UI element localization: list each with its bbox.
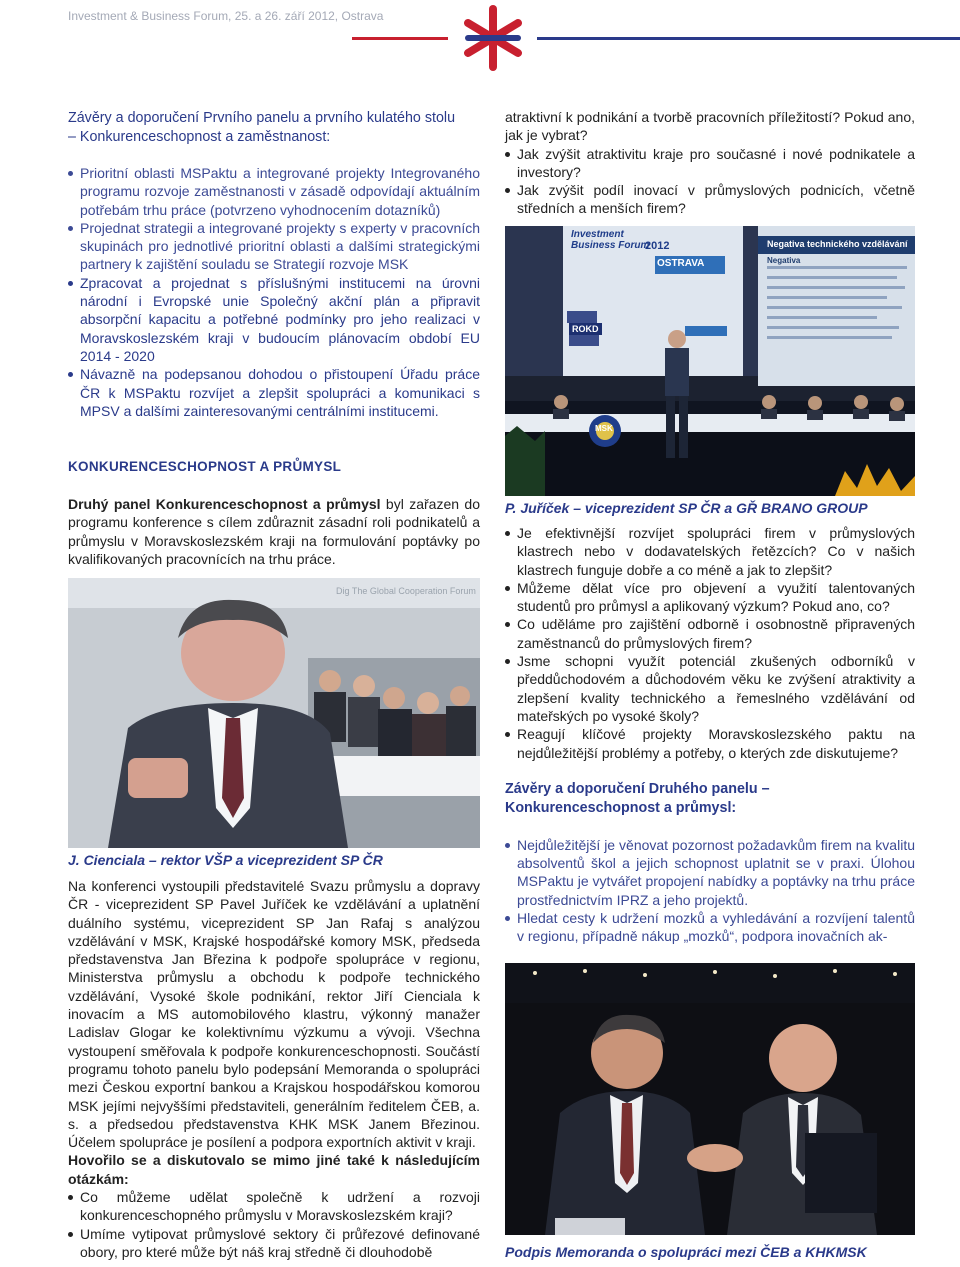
screen-year: 2012 <box>645 240 670 252</box>
second-panel-body <box>68 852 480 1261</box>
list-item: Nejdůležitější je věnovat pozornost požadavkům firem na kvalitu absolventů škol a jejich schopnost uplatnit se v praxi. Úlohou MSPaktu je vytvářet propojení nabídky a poptávky na trhu práce prostřednictvím IPRZ a jeho projektů. <box>505 836 915 909</box>
list-item: Reagují klíčové projekty Moravskoslezského paktu na nejdůležitější problémy a potřeby, o kterých zde diskutujeme? <box>505 725 915 762</box>
memorandum-photo-art <box>505 963 915 1235</box>
logo-msk: MSK <box>595 424 613 433</box>
slide-subheading: Negativa <box>767 256 801 265</box>
cienciala-caption: J. Cienciala – rektor VŠP a viceprezident SP ČR <box>68 852 383 868</box>
list-item: Zpracovat a projednat s příslušnými institucemi na úrovni národní i Evropské unie Společný akční plán a připravit absorpční kapacitu a potřebné podmínky pro jeho realizaci v Moravskoslezském kraji v budoucím plánovacím období EU 2014 - 2020 <box>68 274 480 365</box>
cienciala-photo <box>68 578 480 848</box>
running-header: Investment & Business Forum, 25. a 26. září 2012, Ostrava <box>68 9 384 23</box>
list-item: Můžeme dělat více pro objevení a využití talentovaných studentů pro průmysl a aplikovaný výzkum? Pokud ano, co? <box>505 579 915 616</box>
jaricek-caption: P. Juříček – viceprezident SP ČR a GŘ BRANO GROUP <box>505 500 868 516</box>
list-item: Jak zvýšit atraktivitu kraje pro současné i nové podnikatele a investory? <box>505 145 915 182</box>
second-panel-body-text: Na konferenci vystoupili představitelé Svazu průmyslu a dopravy ČR - viceprezident SP Pavel Juříček ke vzdělávání a uplatnění duálního systému, viceprezident SP Jan Rafaj s analýzou vzdělávání v MSK, Krajské hospodářské komory MSK, předseda představenstva Jan Březina k podpoře spolupráce v regionu, Ministerstva průmyslu a obchodu k podpoře technického vzdělávání, Vysoké škole podnikání, rektor Jiří Cienciala k inovacím a MS automobilového klastru, výkonný manažer Ladislav Glogar ke kolektivnímu výzkumu a vývoji. Všechna vystoupení směřovala k podpoře konkurenceschopnosti. Součástí programu tohoto panelu bylo podepsání Memoranda o spolupráci mezi Českou exportní bankou a Krajskou hospodářskou komorou MSK jejími nejvyššími představiteli, generálním ředitelem ČEB, a. s. a předsedou představenstva KHK MSK Janem Březinou. Účelem spolupráce je posílení a podpora exportních aktivit v kraji. <box>68 878 480 1151</box>
photo2-banner: Dig The Global Cooperation Forum <box>336 586 476 596</box>
second-panel-intro-text <box>68 495 480 568</box>
discussion-lead: Hovořilo se a diskutovalo se mimo jiné také k následujícím otázkám: <box>68 1152 480 1187</box>
discussion-questions <box>68 1188 480 1261</box>
second-panel-intro-rest: byl zařazen do programu konference s cílem zdůraznit zásadní roli podnikatelů a průmyslu v Moravskoslezském kraji na formulování poptávky po kvalifikovaných pracovnících na trhu práce. <box>68 496 480 567</box>
right-top-questions <box>505 108 915 218</box>
second-panel-conclusions <box>505 836 915 946</box>
list-item: Co uděláme pro zajištění odborně i osobnostně připravených zaměstnanců do průmyslových firem? <box>505 615 915 652</box>
right-bottom-column <box>505 500 915 946</box>
list-item: Prioritní oblasti MSPaktu a integrované projekty Integrovaného programu rozvoje zaměstnanosti v zásadě odpovídají aktuálním potřebám trhu práce (potvrzeno vyhodnocením dotazníků) <box>68 164 480 219</box>
list-item: Jsme schopni využít potenciál zkušených odborníků v předdůchodovém a důchodovém věku ke zvýšení atraktivity a zlepšení kvality technického a řemeslného vzdělávání od mateřských po vysoké školy? <box>505 652 915 725</box>
list-item: Projednat strategii a integrované projekty s experty v pracovních skupinách pro jednotlivé prioritní oblasti a dalšími strategickými partnery k zajištění souladu se Strategií rozvoje MSK <box>68 219 480 274</box>
right-top-bullet-list <box>505 145 915 218</box>
slide-heading: Negativa technického vzdělávání <box>767 239 908 249</box>
logo-rokd: ROKD <box>569 323 602 335</box>
cienciala-photo-art <box>68 578 480 848</box>
screen-title: Investment Business Forum <box>571 229 650 251</box>
forum-asterisk-logo <box>458 3 528 73</box>
first-panel-title-line1: Závěry a doporučení Prvního panelu a prvního kulatého stolu <box>68 110 456 126</box>
list-item: Umíme vytipovat průmyslové sektory či průřezové definované obory, pro které může být náš kraj středně či dlouhodobě <box>68 1225 480 1262</box>
second-panel-questions <box>505 524 915 762</box>
memorandum-signing-photo <box>505 963 915 1235</box>
list-item: Jak zvýšit podíl inovací v průmyslových podnicích, včetně středních a menších firem? <box>505 181 915 218</box>
first-panel-title-line2: – Konkurenceschopnost a zaměstnanost: <box>68 129 331 145</box>
first-panel-bullet-list <box>68 164 480 420</box>
conference-stage-photo <box>505 226 915 496</box>
stage-photo-art <box>505 226 915 496</box>
memorandum-caption: Podpis Memoranda o spolupráci mezi ČEB a KHKMSK <box>505 1244 867 1260</box>
list-item: Co můžeme udělat společně k udržení a rozvoji konkurenceschopného průmyslu v Moravskoslezském kraji? <box>68 1188 480 1225</box>
second-panel-conclusions-title: Závěry a doporučení Druhého panelu – Konkurenceschopnost a průmysl: <box>505 780 770 816</box>
first-panel-conclusions <box>68 109 480 420</box>
list-item: Je efektivnější rozvíjet spolupráci firem v průmyslových klastrech nebo v dodavatelských řetězcích? Co v našich klastrech funguje dobře a co méně a jak to zlepšit? <box>505 524 915 579</box>
section-heading: KONKURENCESCHOPNOST A PRŮMYSL <box>68 459 342 474</box>
list-item: Hledat cesty k udržení mozků a vyhledávání a rozvíjení talentů v regionu, případně nákup „mozků“, podpora inovačních ak- <box>505 909 915 946</box>
header-rule-right <box>537 37 960 40</box>
screen-city: OSTRAVA <box>657 258 705 269</box>
second-panel-intro-bold: Druhý panel Konkurenceschopnost a průmysl <box>68 496 381 512</box>
list-item: Návazně na podepsanou dohodou o přistoupení Úřadu práce ČR k MSPaktu rozvíjet a zlepšit spolupráci a komunikaci s MPSV a dalšími zainteresovanými centrálními institucemi. <box>68 365 480 420</box>
second-panel-intro <box>68 495 480 568</box>
right-top-intro: atraktivní k podnikání a tvorbě pracovních příležitostí? Pokud ano, jak je vybrat? <box>505 109 915 144</box>
header-rule-left <box>352 37 448 40</box>
